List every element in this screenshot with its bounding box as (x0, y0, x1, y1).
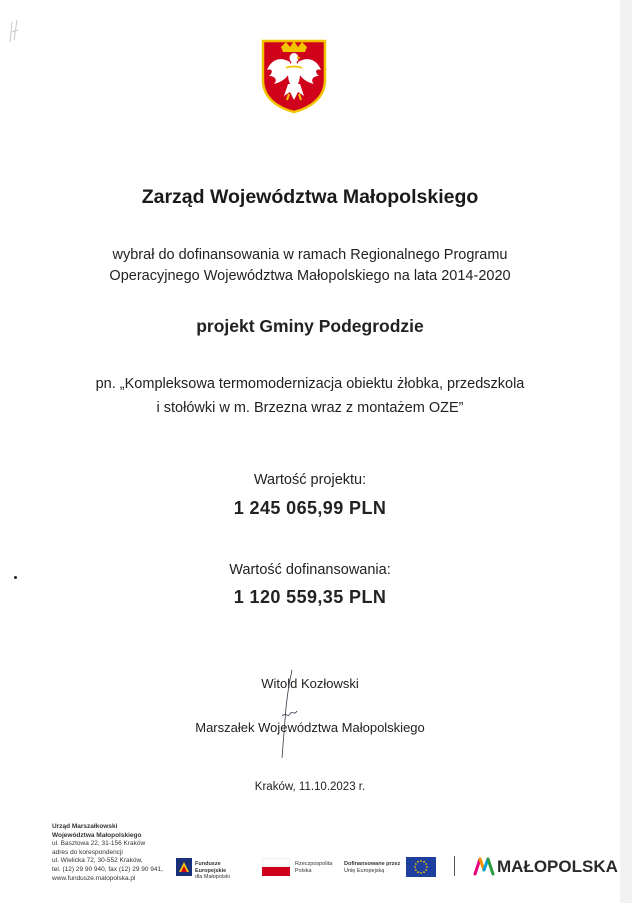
funding-value-label: Wartość dofinansowania: (229, 562, 391, 578)
fe-star-icon (176, 858, 192, 876)
malopolska-m-icon (473, 856, 495, 876)
corner-mark-icon (8, 18, 22, 44)
logo-rzeczpospolita-polska (262, 857, 332, 881)
office-website: www.fundusze.malopolska.pl (52, 874, 136, 882)
office-name-line-2: Województwa Małopolskiego (52, 831, 142, 839)
office-name-line-1: Urząd Marszałkowski (52, 823, 118, 830)
office-correspondence-address: ul. Wielicka 72, 30-552 Kraków, (52, 857, 143, 865)
logo-fundusze-europejskie (176, 856, 236, 880)
project-name-line-1: pn. „Kompleksowa termomodernizacja obiektu żłobka, przedszkola (95, 376, 525, 392)
office-address: ul. Basztowa 22, 31-156 Kraków (52, 840, 146, 848)
polish-flag-icon (262, 858, 290, 876)
project-value-amount: 1 245 065,99 PLN (233, 498, 387, 518)
office-correspondence-label: adres do korespondencji (52, 848, 123, 856)
project-value-label: Wartość projektu: (253, 472, 367, 488)
rp-logo-line-2: Polska (295, 867, 312, 874)
document-title: Zarząd Województwa Małopolskiego (141, 186, 479, 208)
project-name-line-2: i stołówki w m. Brzezna wraz z montażem OZE” (156, 400, 464, 416)
fe-logo-line-1: Fundusze Europejskie (195, 861, 227, 874)
malopolska-wordmark: MAŁOPOLSKA (497, 857, 618, 876)
intro-line-1: wybrał do dofinansowania w ramach Regionalnego Programu (112, 247, 508, 263)
eu-flag-icon (406, 857, 436, 877)
footer-separator (454, 856, 455, 876)
scan-edge (620, 0, 632, 903)
handwritten-signature (268, 664, 308, 760)
fe-logo-line-2: dla Małopolski (195, 874, 230, 880)
office-address-block (52, 823, 182, 883)
intro-text (0, 245, 620, 287)
signer-title: Marszałek Województwa Małopolskiego (195, 720, 425, 735)
logo-eu-funding (344, 856, 438, 880)
eu-logo-line-2: Unię Europejską (344, 867, 385, 874)
funding-value-amount: 1 120 559,35 PLN (233, 587, 387, 607)
signer-name: Witold Kozłowski (261, 676, 359, 691)
scan-speck (14, 576, 17, 579)
eu-logo-line-1: Dofinansowane przez (344, 861, 401, 867)
project-heading: projekt Gminy Podegrodzie (196, 316, 424, 336)
office-phone-fax: tel. (12) 29 90 940, fax (12) 29 90 941, (52, 865, 163, 873)
rp-logo-line-1: Rzeczpospolita (295, 861, 333, 867)
project-name (0, 372, 620, 420)
place-and-date: Kraków, 11.10.2023 r. (254, 781, 366, 793)
coat-of-arms-emblem (260, 38, 328, 114)
intro-line-2: Operacyjnego Województwa Małopolskiego na lata 2014-2020 (109, 268, 511, 284)
